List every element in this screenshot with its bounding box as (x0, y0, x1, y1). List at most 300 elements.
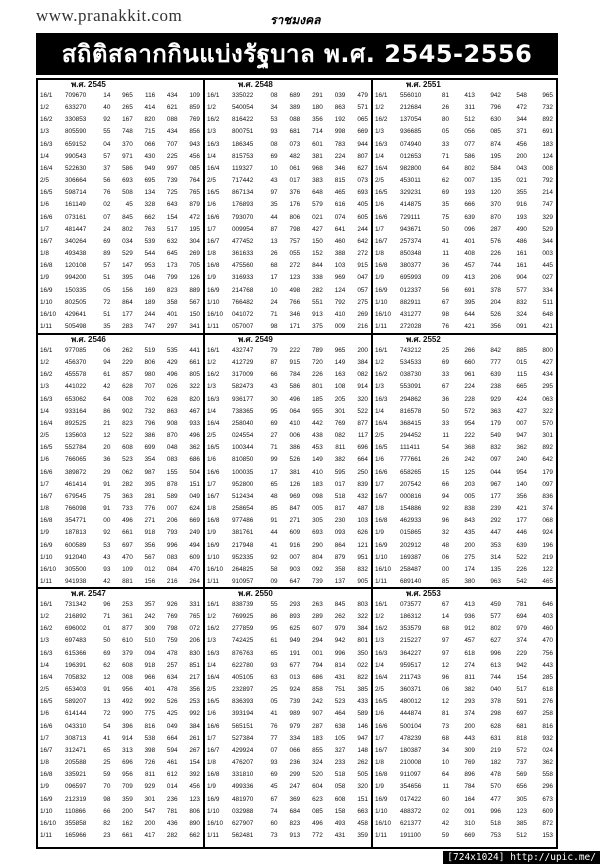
prize-number: 669 (464, 831, 475, 839)
prize-number: 947 (516, 432, 527, 440)
prize-number: 737 (516, 759, 527, 767)
draw-date: 1/6 (375, 456, 384, 464)
prize-number: 327 (334, 746, 346, 754)
table-row (205, 708, 371, 720)
first-prize: 431277 (400, 310, 422, 318)
table-row (373, 90, 556, 102)
prize-number: 26 (270, 250, 278, 258)
prize-number: 66 (270, 371, 278, 379)
prize-number: 59 (441, 831, 449, 839)
prize-number: 281 (144, 492, 156, 500)
prize-number: 082 (334, 432, 346, 440)
prize-number: 082 (357, 371, 368, 379)
prize-number: 470 (189, 565, 200, 573)
prize-number: 781 (516, 601, 527, 608)
prize-number: 374 (516, 637, 527, 645)
first-prize: 600589 (65, 541, 87, 549)
prize-number: 45 (125, 201, 133, 209)
first-prize: 867134 (232, 189, 254, 197)
prize-number: 877 (357, 419, 368, 427)
first-prize: 476207 (232, 759, 254, 767)
prize-number: 378 (490, 286, 501, 294)
draw-date: 1/4 (40, 407, 49, 415)
prize-number: 282 (166, 831, 178, 839)
prize-number: 830 (189, 649, 200, 657)
prize-number: 456 (189, 783, 200, 791)
prize-number: 816 (542, 722, 553, 730)
prize-number: 061 (289, 164, 301, 172)
table-row (205, 491, 371, 503)
first-prize: 582473 (232, 383, 254, 391)
prize-number: 634 (166, 673, 178, 681)
draw-date: 16/7 (40, 746, 53, 754)
draw-date: 1/11 (207, 831, 219, 839)
draw-date: 1/4 (375, 152, 384, 160)
prize-number: 660 (464, 359, 475, 367)
prize-number: 05 (103, 286, 111, 294)
prize-number: 298 (490, 710, 501, 718)
prize-number: 154 (166, 213, 178, 221)
first-prize: 432747 (232, 347, 254, 354)
prize-number: 801 (357, 637, 368, 645)
prize-number: 522 (516, 553, 527, 561)
table-row (205, 721, 371, 733)
prize-number: 353 (490, 541, 501, 549)
first-prize: 331810 (232, 771, 254, 779)
prize-number: 088 (289, 116, 301, 124)
draw-date: 16/5 (40, 698, 53, 706)
prize-number: 806 (289, 213, 301, 221)
prize-number: 76 (441, 322, 449, 330)
draw-results-table (205, 599, 371, 841)
first-prize: 414875 (400, 201, 422, 209)
table-row (205, 830, 371, 841)
prize-number: 943 (189, 140, 200, 148)
prize-number: 855 (312, 746, 323, 754)
prize-number: 007 (166, 505, 178, 513)
prize-number: 661 (122, 831, 133, 839)
prize-number: 073 (357, 177, 368, 185)
table-row (38, 830, 203, 841)
prize-number: 677 (289, 661, 301, 669)
prize-number: 203 (464, 480, 475, 488)
draw-date: 16/2 (207, 625, 220, 633)
first-prize: 977085 (65, 347, 87, 354)
first-prize: 552784 (65, 444, 87, 452)
draw-date: 16/3 (207, 649, 220, 657)
prize-number: 219 (542, 553, 553, 561)
prize-number: 458 (357, 819, 368, 827)
draw-date: 1/8 (40, 759, 49, 767)
first-prize: 800751 (232, 128, 254, 136)
year-block (205, 80, 371, 332)
draw-date: 16/2 (375, 116, 388, 124)
table-row (373, 418, 556, 430)
prize-number: 811 (464, 673, 475, 681)
first-prize: 481447 (65, 225, 87, 233)
draw-date: 16/6 (40, 722, 53, 730)
first-prize: 481970 (232, 795, 254, 803)
table-row (373, 297, 556, 309)
first-prize: 910957 (232, 577, 254, 585)
draw-results-table (205, 90, 371, 332)
table-row (373, 236, 556, 248)
table-row (38, 757, 203, 769)
prize-number: 441 (189, 347, 200, 354)
prize-number: 434 (542, 371, 553, 379)
prize-number: 845 (334, 601, 346, 608)
prize-number: 486 (516, 237, 527, 245)
prize-number: 74 (270, 807, 278, 815)
draw-date: 1/10 (207, 298, 220, 306)
draw-date: 2/5 (207, 686, 216, 694)
prize-number: 225 (166, 152, 178, 160)
prize-number: 756 (542, 649, 553, 657)
prize-number: 299 (289, 771, 301, 779)
prize-number: 772 (312, 831, 323, 839)
table-row (38, 564, 203, 576)
prize-number: 294 (312, 637, 323, 645)
prize-number: 395 (144, 480, 156, 488)
prize-number: 27 (270, 432, 278, 440)
prize-number: 586 (464, 152, 475, 160)
prize-number: 242 (312, 698, 323, 706)
table-row (373, 187, 556, 199)
first-prize: 361633 (232, 250, 254, 258)
prize-number: 085 (189, 164, 200, 172)
prize-number: 25 (103, 759, 111, 767)
draw-date: 1/2 (375, 613, 384, 621)
prize-number: 36 (441, 262, 449, 270)
prize-number: 609 (542, 807, 553, 815)
table-row (373, 733, 556, 745)
first-prize: 462933 (400, 517, 422, 525)
first-prize: 272028 (400, 322, 422, 330)
prize-number: 504 (189, 468, 200, 476)
prize-number: 161 (516, 262, 527, 270)
draw-date: 16/3 (207, 395, 220, 403)
draw-date: 16/9 (40, 286, 53, 294)
prize-number: 54 (441, 444, 449, 452)
first-prize: 769925 (232, 613, 254, 621)
prize-number: 91 (103, 505, 111, 513)
prize-number: 356 (189, 686, 200, 694)
table-row (373, 576, 556, 587)
draw-date: 1/6 (40, 456, 49, 464)
prize-number: 117 (357, 432, 368, 440)
draw-date: 1/11 (375, 831, 387, 839)
prize-number: 76 (270, 722, 278, 730)
prize-number: 363 (490, 407, 501, 415)
first-prize: 709670 (65, 92, 87, 99)
prize-number: 124 (542, 152, 553, 160)
prize-number: 618 (464, 649, 475, 657)
draw-date: 16/1 (40, 601, 53, 608)
prize-number: 230 (334, 517, 346, 525)
prize-number: 183 (312, 480, 323, 488)
prize-number: 535 (166, 347, 178, 354)
prize-number: 109 (189, 92, 200, 99)
first-prize: 187813 (65, 529, 87, 537)
prize-number: 857 (122, 371, 133, 379)
prize-number: 253 (122, 601, 133, 608)
table-row (205, 102, 371, 114)
first-prize: 697483 (65, 637, 87, 645)
draw-date: 16/9 (375, 795, 388, 803)
prize-number: 662 (189, 831, 200, 839)
prize-number: 068 (542, 517, 553, 525)
first-prize: 212319 (65, 795, 87, 803)
draw-date: 1/2 (40, 613, 49, 621)
table-row (205, 297, 371, 309)
prize-number: 149 (334, 359, 346, 367)
prize-number: 370 (122, 140, 133, 148)
prize-number: 661 (122, 529, 133, 537)
draw-date: 16/2 (375, 371, 388, 379)
prize-number: 691 (464, 286, 475, 294)
prize-number: 380 (464, 577, 475, 585)
first-prize: 729111 (400, 213, 421, 221)
first-prize: 717442 (232, 177, 254, 185)
table-row (205, 163, 371, 175)
prize-number: 610 (122, 637, 133, 645)
prize-number: 065 (357, 116, 368, 124)
first-prize: 212684 (400, 104, 422, 112)
prize-number: 02 (103, 201, 111, 209)
prize-number: 63 (270, 673, 278, 681)
draw-date: 1/9 (40, 783, 49, 791)
prize-number: 942 (334, 637, 346, 645)
first-prize: 024554 (232, 432, 254, 440)
prize-number: 691 (542, 128, 553, 136)
first-prize: 258654 (232, 505, 254, 513)
prize-number: 427 (542, 359, 553, 367)
first-prize: 389872 (65, 468, 87, 476)
prize-number: 314 (490, 553, 501, 561)
prize-number: 69 (441, 189, 449, 197)
prize-number: 965 (122, 92, 133, 99)
prize-number: 376 (289, 189, 301, 197)
draw-date: 1/3 (207, 128, 216, 136)
table-row (373, 406, 556, 418)
prize-number: 95 (270, 625, 278, 633)
table-row (38, 684, 203, 696)
draw-date: 1/11 (40, 831, 52, 839)
prize-number: 470 (122, 553, 133, 561)
prize-number: 766 (289, 298, 301, 306)
table-row (373, 623, 556, 635)
prize-number: 929 (144, 783, 156, 791)
prize-number: 206 (189, 637, 200, 645)
prize-number: 626 (357, 529, 368, 537)
prize-number: 739 (312, 577, 323, 585)
draw-date: 16/6 (375, 722, 388, 730)
year-title: พ.ศ. 2548 (238, 80, 273, 89)
table-row (373, 684, 556, 696)
draw-results-table (373, 345, 556, 587)
prize-number: 094 (144, 649, 156, 657)
prize-number: 185 (312, 395, 323, 403)
first-prize: 615366 (65, 649, 87, 657)
table-row (38, 599, 203, 611)
prize-number: 477 (490, 795, 501, 803)
prize-number: 275 (464, 553, 475, 561)
prize-number: 305 (516, 795, 527, 803)
table-row (373, 491, 556, 503)
prize-number: 949 (289, 637, 301, 645)
prize-number: 410 (289, 419, 301, 427)
prize-number: 796 (144, 419, 156, 427)
prize-number: 608 (122, 661, 133, 669)
table-row (205, 418, 371, 430)
prize-number: 53 (270, 116, 278, 124)
prize-number: 817 (334, 505, 346, 513)
prize-number: 697 (122, 541, 133, 549)
draw-date: 1/2 (207, 359, 216, 367)
draw-date: 16/9 (40, 541, 53, 549)
prize-number: 953 (144, 262, 156, 270)
prize-number: 913 (289, 831, 301, 839)
statistics-sheet (36, 78, 558, 849)
table-row (205, 139, 371, 151)
prize-number: 274 (464, 661, 475, 669)
prize-number: 512 (464, 116, 475, 124)
prize-number: 003 (542, 250, 553, 258)
prize-number: 093 (334, 529, 346, 537)
draw-date: 1/4 (207, 407, 216, 415)
draw-date: 1/7 (207, 734, 216, 742)
prize-number: 863 (334, 104, 346, 112)
prize-number: 261 (189, 734, 200, 742)
prize-number: 794 (312, 661, 323, 669)
table-row (205, 467, 371, 479)
first-prize: 766098 (65, 505, 87, 513)
prize-number: 80 (441, 116, 449, 124)
prize-number: 577 (516, 286, 527, 294)
table-row (38, 454, 203, 466)
prize-number: 374 (542, 505, 553, 513)
prize-number: 00 (103, 517, 111, 525)
table-row (38, 635, 203, 647)
table-row (373, 830, 556, 841)
prize-number: 949 (144, 164, 156, 172)
prize-number: 24 (103, 225, 111, 233)
prize-number: 490 (516, 225, 527, 233)
draw-date: 16/8 (207, 771, 220, 779)
table-row (205, 187, 371, 199)
prize-number: 147 (122, 262, 133, 270)
draw-date: 1/10 (207, 807, 220, 815)
prize-number: 35 (441, 201, 449, 209)
prize-number: 242 (464, 456, 475, 464)
draw-date: 16/2 (207, 371, 220, 379)
prize-number: 460 (542, 625, 553, 633)
draw-date: 16/8 (40, 517, 53, 525)
prize-number: 413 (464, 274, 475, 282)
prize-number: 120 (490, 189, 501, 197)
prize-number: 292 (490, 517, 501, 525)
draw-date: 16/6 (375, 468, 388, 476)
prize-number: 796 (490, 104, 501, 112)
first-prize: 210008 (400, 759, 422, 767)
first-prize: 911097 (400, 771, 421, 779)
prize-number: 616 (334, 201, 346, 209)
prize-number: 446 (516, 529, 527, 537)
prize-number: 65 (270, 649, 278, 657)
draw-date: 1/6 (40, 710, 49, 718)
prize-number: 329 (542, 213, 553, 221)
prize-number: 173 (166, 262, 178, 270)
first-prize: 380377 (400, 262, 422, 270)
prize-number: 287 (490, 225, 501, 233)
first-prize: 012337 (400, 286, 422, 294)
draw-date: 16/4 (40, 673, 53, 681)
prize-number: 673 (542, 795, 553, 803)
prize-number: 00 (441, 565, 449, 573)
prize-number: 272 (289, 262, 301, 270)
table-row (38, 199, 203, 211)
prize-number: 421 (542, 322, 553, 330)
draw-date: 16/3 (40, 649, 53, 657)
prize-number: 548 (516, 92, 527, 99)
prize-number: 67 (441, 298, 449, 306)
prize-number: 269 (189, 250, 200, 258)
prize-number: 304 (189, 237, 200, 245)
prize-number: 034 (122, 237, 133, 245)
prize-number: 512 (516, 831, 527, 839)
prize-number: 01 (103, 625, 111, 633)
prize-number: 282 (312, 286, 323, 294)
prize-number: 896 (464, 771, 475, 779)
draw-date: 1/10 (375, 553, 388, 561)
prize-number: 971 (122, 152, 133, 160)
prize-number: 764 (189, 177, 200, 185)
prize-number: 905 (357, 577, 368, 585)
first-prize: 793070 (232, 213, 254, 221)
prize-number: 43 (103, 553, 111, 561)
first-prize: 777661 (400, 456, 422, 464)
prize-number: 57 (103, 152, 111, 160)
draw-date: 1/4 (375, 407, 384, 415)
prize-number: 591 (516, 698, 527, 706)
prize-number: 94 (103, 359, 111, 367)
table-row (38, 611, 203, 623)
prize-number: 293 (289, 601, 301, 608)
prize-number: 262 (334, 613, 346, 621)
first-prize: 527384 (232, 734, 254, 742)
prize-number: 45 (270, 783, 278, 791)
prize-number: 823 (166, 286, 178, 294)
prize-number: 769 (189, 116, 200, 124)
draw-date: 16/4 (207, 419, 220, 427)
brand-logo-text: ราชมงคล (270, 13, 321, 27)
prize-number: 61 (270, 637, 278, 645)
prize-number: 647 (289, 577, 301, 585)
prize-number: 179 (490, 419, 501, 427)
prize-number: 936 (464, 613, 475, 621)
table-row (373, 102, 556, 114)
year-title: พ.ศ. 2549 (238, 335, 273, 344)
prize-number: 990 (122, 710, 133, 718)
first-prize: 598714 (65, 189, 87, 197)
prize-number: 942 (516, 661, 527, 669)
prize-number: 410 (334, 310, 346, 318)
draw-date: 16/10 (40, 819, 56, 827)
prize-number: 879 (189, 201, 200, 209)
prize-number: 05 (270, 698, 278, 706)
prize-number: 063 (542, 395, 553, 403)
prize-number: 056 (464, 128, 475, 136)
